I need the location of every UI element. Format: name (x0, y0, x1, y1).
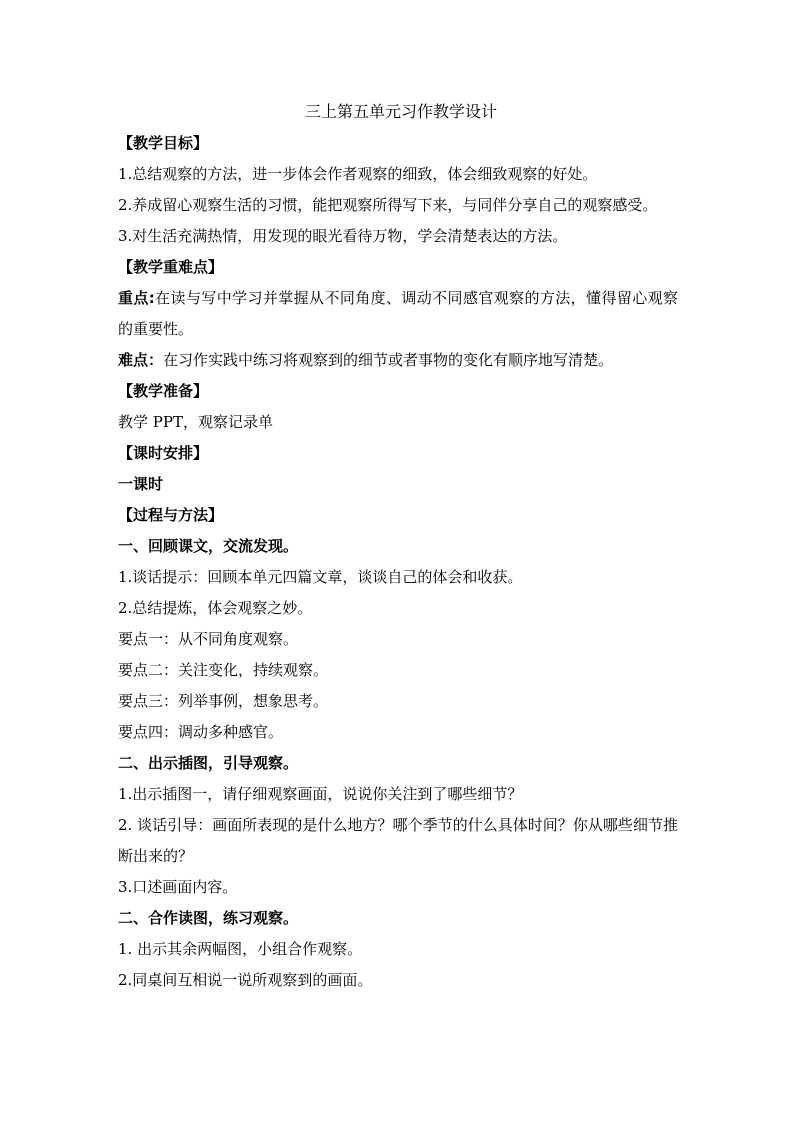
step3-item-1: 1. 出示其余两幅图，小组合作观察。 (118, 940, 363, 958)
difficulty-label: 难点： (118, 351, 164, 369)
process-heading: 【过程与方法】 (118, 506, 224, 524)
document-body (118, 98, 678, 996)
difficulty-text: 在习作实践中练习将观察到的细节或者事物的变化有顺序地写清楚。 (163, 351, 614, 369)
preparation-heading: 【教学准备】 (118, 382, 209, 400)
key-points-heading: 【教学重难点】 (118, 258, 224, 276)
step3-heading: 二、合作读图，练习观察。 (118, 909, 299, 927)
difficulty-paragraph (118, 345, 678, 376)
point-4: 要点四：调动多种感官。 (118, 723, 284, 741)
step2-item-2: 2. 谈话引导：画面所表现的是什么地方？哪个季节的什么具体时间？你从哪些细节推断出来的？ (118, 816, 678, 865)
step2-heading: 二、出示插图，引导观察。 (118, 754, 299, 772)
schedule-text: 一课时 (118, 475, 164, 493)
point-2: 要点二：关注变化，持续观察。 (118, 661, 329, 679)
key-point-label: 重点: (118, 289, 155, 307)
key-point-paragraph (118, 283, 678, 345)
step2-item-1: 1.出示插图一，请仔细观察画面，说说你关注到了哪些细节？ (118, 785, 523, 803)
goal-item-1: 1.总结观察的方法，进一步体会作者观察的细致，体会细致观察的好处。 (118, 165, 598, 183)
goal-item-2: 2.养成留心观察生活的习惯，能把观察所得写下来，与同伴分享自己的观察感受。 (118, 196, 658, 214)
goal-item-3: 3.对生活充满热情，用发现的眼光看待万物，学会清楚表达的方法。 (118, 227, 568, 245)
document-title: 三上第五单元习作教学设计 (304, 102, 497, 121)
schedule-heading: 【课时安排】 (118, 444, 209, 462)
point-1: 要点一：从不同角度观察。 (118, 630, 299, 648)
step2-item-3: 3.口述画面内容。 (118, 878, 238, 896)
step3-item-2: 2.同桌间互相说一说所观察到的画面。 (118, 971, 373, 989)
preparation-text: 教学 PPT，观察记录单 (118, 413, 273, 431)
point-3: 要点三：列举事例，想象思考。 (118, 692, 329, 710)
step1-heading: 一、回顾课文，交流发现。 (118, 537, 299, 555)
key-point-text: 在读与写中学习并掌握从不同角度、调动不同感官观察的方法，懂得留心观察的重要性。 (118, 289, 678, 338)
step1-item-1: 1.谈话提示：回顾本单元四篇文章，谈谈自己的体会和收获。 (118, 568, 523, 586)
goals-heading: 【教学目标】 (118, 134, 209, 152)
step1-item-2: 2.总结提炼，体会观察之妙。 (118, 599, 313, 617)
